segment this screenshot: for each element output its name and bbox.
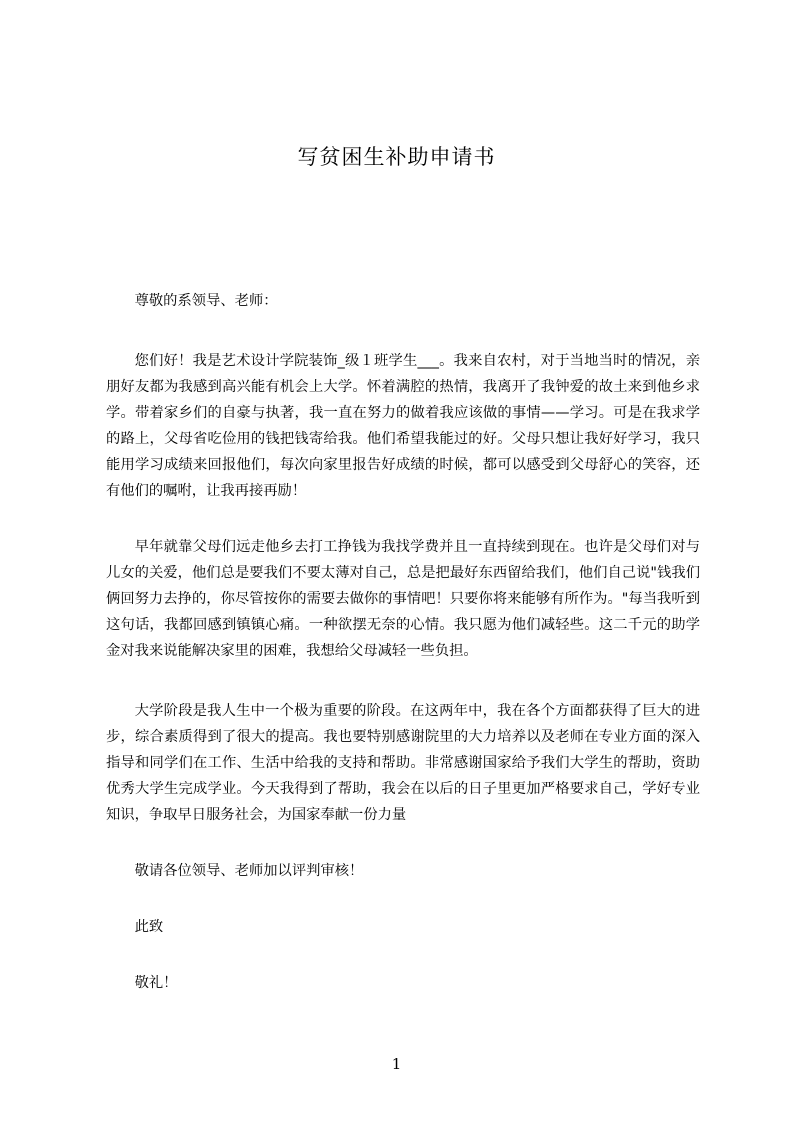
closing-jing-li: 敬礼！: [134, 975, 178, 991]
closing-ci-zhi: 此致: [134, 919, 164, 935]
document-title: 写贫困生补助申请书: [297, 145, 496, 169]
document-body: [106, 288, 700, 996]
salutation: 尊敬的系领导、老师：: [134, 293, 278, 309]
paragraph-3: 大学阶段是我人生中一个极为重要的阶段。在这两年中，我在各个方面都获得了巨大的进步，综合素质得到了很大的提高。我也要特别感谢院里的大力培养以及老师在专业方面的深入指导和同学们在工作、生活中给我的支持和帮助。非常感谢国家给予我们大学生的帮助，资助优秀大学生完成学业。今天我得到了帮助，我会在以后的日子里更加严格要求自己，学好专业知识，争取早日服务社会，为国家奉献一份力量: [106, 703, 700, 823]
page-number: 1: [391, 1055, 402, 1073]
paragraph-2: 早年就靠父母们远走他乡去打工挣钱为我找学费并且一直持续到现在。也许是父母们对与儿女的关爱，他们总是要我们不要太薄对自己，总是把最好东西留给我们，他们自己说"钱我们俩回努力去挣的，你尽管按你的需要去做你的事情吧！只要你将来能够有所作为。"每当我听到这句话，我都回感到镇镇心痛。一种欲摆无奈的心情。我只愿为他们减轻些。这二千元的助学金对我来说能解决家里的困难，我想给父母减轻一些负担。: [106, 539, 700, 659]
paragraph-1: 您们好！我是艺术设计学院装饰_级１班学生___。我来自农村，对于当地当时的情况，亲朋好友都为我感到高兴能有机会上大学。怀着满腔的热情，我离开了我钟爱的故土来到他乡求学。带着家乡们的自豪与执著，我一直在努力的做着我应该做的事情——学习。可是在我求学的路上，父母省吃俭用的钱把钱寄给我。他们希望我能过的好。父母只想让我好好学习，我只能用学习成绩来回报他们，每次向家里报告好成绩的时候，都可以感受到父母舒心的笑容，还有他们的嘱咐，让我再接再励！: [106, 353, 700, 499]
request-line: 敬请各位领导、老师加以评判审核！: [134, 863, 364, 879]
